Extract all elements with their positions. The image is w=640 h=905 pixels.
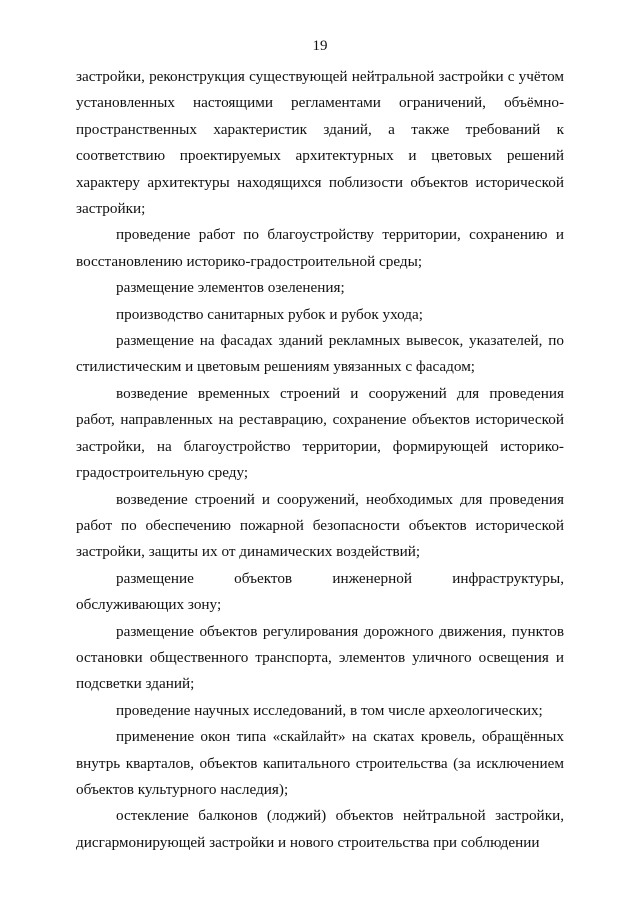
paragraph: размещение на фасадах зданий рекламных вывесок, указателей, по стилистическим и цветовым решениям увязанных с фасадом; — [76, 332, 564, 376]
paragraph: применение окон типа «скайлайт» на скатах кровель, обращённых внутрь кварталов, объектов капитального строительства (за исключением объектов культурного наследия); — [76, 728, 564, 798]
paragraph: возведение временных строений и сооружений для проведения работ, направленных на реставрацию, сохранение объектов исторической застройки, на благоустройство территории, формирующей историко-градостроительную среду; — [76, 384, 564, 482]
paragraph: производство санитарных рубок и рубок ухода; — [116, 305, 423, 323]
paragraph: размещение объектов инженерной инфраструктуры, обслуживающих зону; — [76, 569, 564, 614]
paragraph: остекление балконов (лоджий) объектов нейтральной застройки, дисгармонирующей застройки и нового строительства при соблюдении — [76, 807, 564, 851]
paragraph: проведение работ по благоустройству территории, сохранению и восстановлению историко-градостроительной среды; — [76, 226, 564, 270]
paragraph: проведение научных исследований, в том числе археологических; — [116, 701, 543, 719]
page-number: 19 — [312, 38, 328, 54]
paragraph: размещение элементов озеленения; — [116, 279, 345, 297]
document-body — [76, 64, 564, 856]
paragraph-continuation: застройки, реконструкция существующей нейтральной застройки с учётом установленных настоящими регламентами ограничений, объёмно-пространственных характеристик зданий, а также требований к соответствию проектируемых архитектурных и цветовых решений характеру архитектуры находящихся поблизости объектов исторической застройки; — [76, 68, 564, 218]
paragraph: размещение объектов регулирования дорожного движения, пунктов остановки общественного транспорта, элементов уличного освещения и подсветки зданий; — [76, 622, 564, 693]
paragraph: возведение строений и сооружений, необходимых для проведения работ по обеспечению пожарной безопасности объектов исторической застройки, защиты их от динамических воздействий; — [76, 490, 564, 561]
